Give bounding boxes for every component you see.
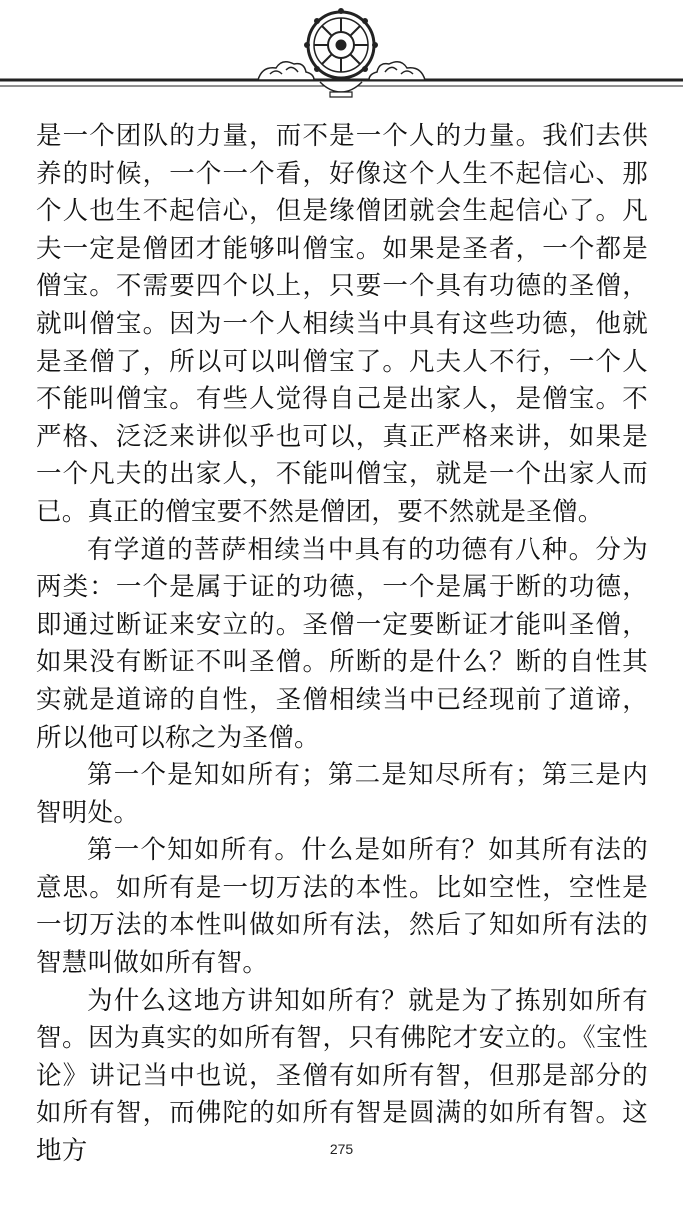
paragraph: 第一个是知如所有；第二是知尽所有；第三是内智明处。 (36, 760, 648, 828)
page-header (0, 0, 683, 110)
cloud-left-icon (258, 62, 314, 80)
page-body (36, 118, 648, 1171)
page-number: 275 (329, 1141, 354, 1157)
paragraph: 为什么这地方讲知如所有？就是为了拣别如所有智。因为真实的如所有智，只有佛陀才安立的。《宝性论》讲记当中也说，圣僧有如所有智，但那是部分的如所有智，而佛陀的如所有智是圆满的如所有智。这地方 (36, 985, 648, 1167)
paragraph: 有学道的菩萨相续当中具有的功德有八种。分为两类：一个是属于证的功德，一个是属于断的功德，即通过断证来安立的。圣僧一定要断证才能叫圣僧，如果没有断证不叫圣僧。所断的是什么？断的自性其实就是道谛的自性，圣僧相续当中已经现前了道谛，所以他可以称之为圣僧。 (36, 534, 648, 753)
cloud-right-icon (369, 62, 425, 80)
dharma-wheel-icon (304, 8, 378, 97)
paragraph: 是一个团队的力量，而不是一个人的力量。我们去供养的时候，一个一个看，好像这个人生不起信心、那个人也生不起信心，但是缘僧团就会生起信心了。凡夫一定是僧团才能够叫僧宝。如果是圣者，一个都是僧宝。不需要四个以上，只要一个具有功德的圣僧，就叫僧宝。因为一个人相续当中具有这些功德，他就是圣僧了，所以可以叫僧宝了。凡夫人不行，一个人不能叫僧宝。有些人觉得自己是出家人，是僧宝。不严格、泛泛来讲似乎也可以，真正严格来讲，如果是一个凡夫的出家人，不能叫僧宝，就是一个出家人而已。真正的僧宝要不然是僧团，要不然就是圣僧。 (36, 121, 648, 527)
header-ornament (0, 0, 683, 110)
paragraph: 第一个知如所有。什么是如所有？如其所有法的意思。如所有是一切万法的本性。比如空性，空性是一切万法的本性叫做如所有法，然后了知如所有法的智慧叫做如所有智。 (36, 835, 648, 979)
